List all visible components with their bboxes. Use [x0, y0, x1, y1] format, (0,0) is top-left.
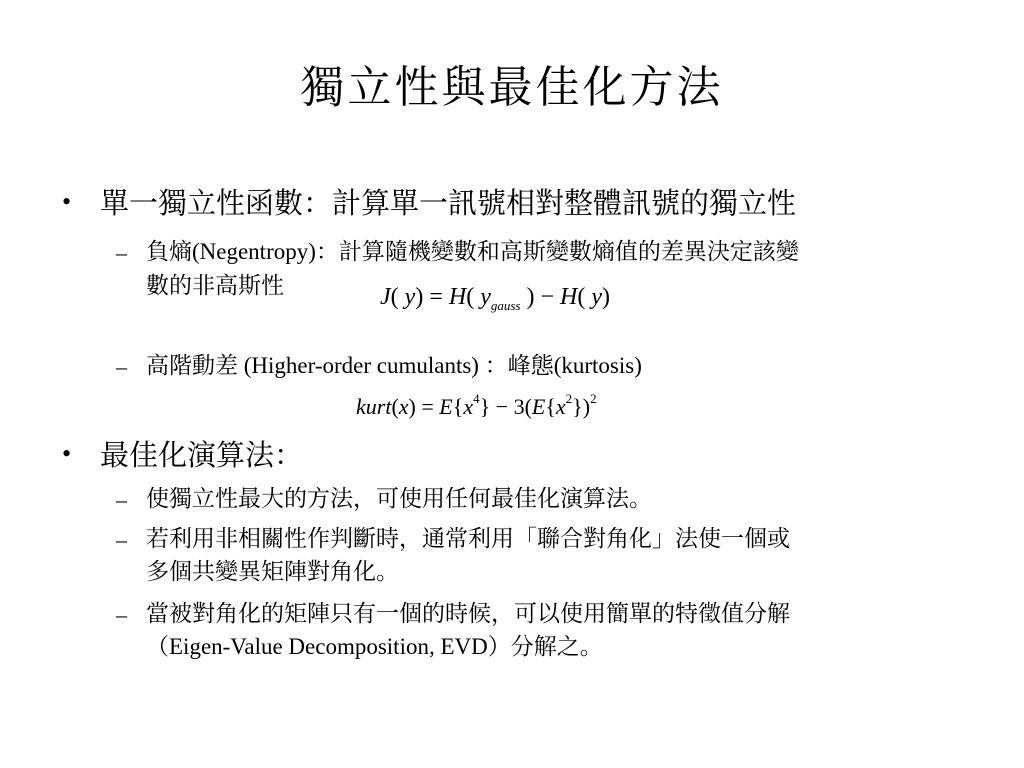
- slide-title: 獨立性與最佳化方法: [300, 63, 724, 112]
- kurtosis-formula: kurt(x) = $E\{x^4\} - 3(E\{x^2\})^2$: [356, 391, 597, 419]
- list-item-evd-line1: 當被對角化的矩陣只有一個的時候，可以使用簡單的特徵值分解: [146, 601, 790, 626]
- formula-symbol-H: H: [448, 284, 467, 310]
- formula-paren-close: ): [602, 284, 611, 310]
- list-item-kurtosis: 高階動差 (Higher-order cumulants) ：峰態(kurtosis): [146, 353, 642, 378]
- formula-paren-open: (: [577, 284, 586, 310]
- formula-equals: =: [429, 284, 443, 310]
- formula-paren-open: (: [390, 284, 399, 310]
- list-item-negentropy-line2: 數的非高斯性: [146, 273, 284, 298]
- dash-icon: –: [116, 527, 127, 552]
- formula-subscript-gauss: gauss: [490, 298, 521, 313]
- formula-symbol-E: E: [439, 394, 453, 419]
- formula-symbol-y: y: [480, 284, 491, 310]
- formula-paren-open: (: [466, 284, 475, 310]
- formula-minus: −: [495, 394, 509, 419]
- list-item-joint-diagonalization-line1: 若利用非相關性作判斷時，通常利用「聯合對角化」法使一個或: [146, 526, 790, 551]
- formula-minus: −: [540, 284, 555, 310]
- section-heading-optimization: 最佳化演算法：: [100, 440, 304, 472]
- bullet-icon: •: [62, 187, 72, 216]
- formula-symbol-H: H: [560, 284, 578, 310]
- formula-exponent-4: 4: [473, 391, 480, 406]
- formula-brace-close: }: [479, 394, 491, 419]
- formula-brace-close: }: [572, 394, 583, 419]
- formula-brace-open: {: [545, 394, 556, 419]
- list-item-negentropy-line1: 負熵(Negentropy)：計算隨機變數和高斯變數熵值的差異決定該變: [146, 239, 799, 264]
- formula-equals: =: [421, 394, 434, 419]
- formula-symbol-x: x: [555, 394, 566, 419]
- dash-icon: –: [116, 487, 127, 512]
- formula-coefficient-3: 3: [513, 394, 525, 419]
- formula-brace-open: {: [452, 394, 464, 419]
- formula-symbol-J: J: [380, 284, 391, 310]
- formula-symbol-kurt: kurt: [356, 394, 392, 419]
- formula-symbol-E: E: [531, 394, 546, 419]
- dash-icon: –: [116, 240, 127, 265]
- bullet-icon: •: [62, 439, 72, 468]
- formula-exponent-2: 2: [565, 391, 573, 406]
- dash-icon: –: [116, 354, 127, 379]
- formula-symbol-y: y: [591, 284, 603, 310]
- dash-icon: –: [116, 602, 127, 627]
- formula-symbol-x: x: [463, 394, 474, 419]
- list-item-joint-diagonalization-line2: 多個共變異矩陣對角化。: [146, 559, 399, 584]
- formula-exponent-2: 2: [590, 391, 597, 406]
- formula-symbol-x: x: [398, 394, 409, 419]
- list-item-maximize-independence: 使獨立性最大的方法，可使用任何最佳化演算法。: [146, 486, 652, 511]
- negentropy-formula: [380, 284, 610, 311]
- formula-paren-close: ): [526, 284, 535, 310]
- list-item-evd-line2: （Eigen-Value Decomposition, EVD）分解之。: [146, 634, 603, 659]
- formula-paren-close: ): [415, 284, 424, 310]
- section-heading-independence: 單一獨立性函數：計算單一訊號相對整體訊號的獨立性: [100, 188, 797, 220]
- formula-symbol-y: y: [404, 284, 416, 310]
